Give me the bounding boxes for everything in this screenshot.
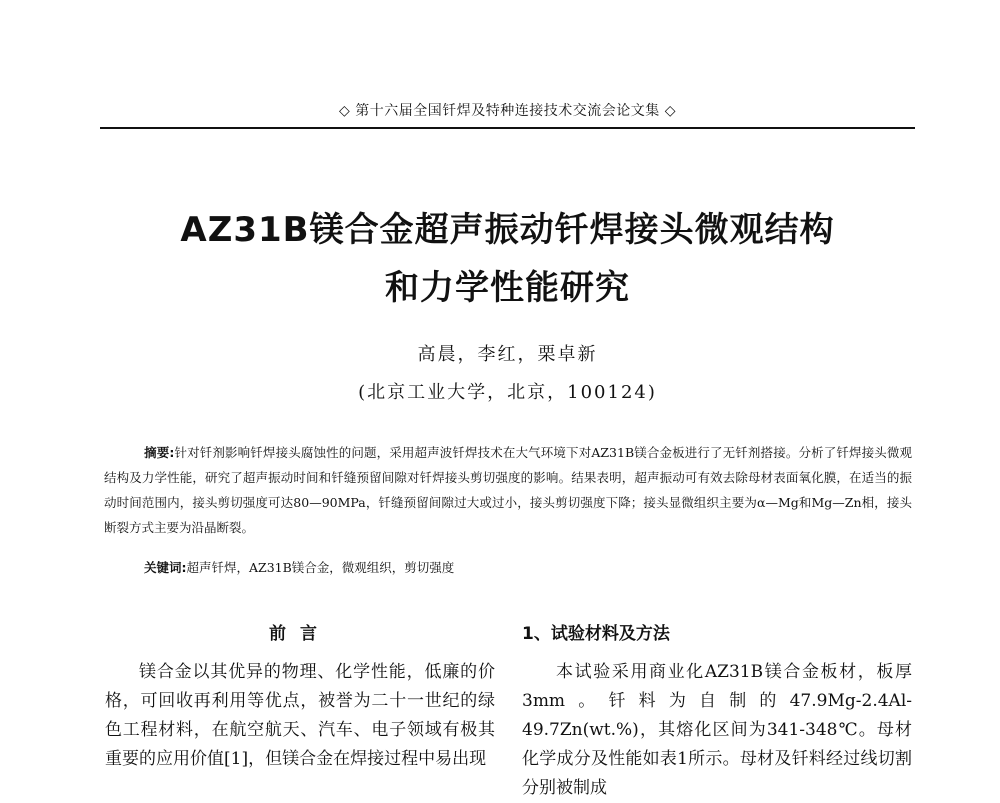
section-heading-preface: 前言 <box>269 624 331 644</box>
abstract-label: 摘要: <box>144 445 175 460</box>
affiliation: (北京工业大学，北京，100124) <box>358 382 657 403</box>
section-heading-materials-methods: 1、试验材料及方法 <box>522 624 670 644</box>
abstract-text: 针对钎剂影响钎焊接头腐蚀性的问题，采用超声波钎焊技术在大气环境下对AZ31B镁合金板进行了无钎剂搭接。分析了钎焊接头微观结构及力学性能，研究了超声振动时间和钎缝预留间隙对钎焊接头剪切强度的影响。结果表明，超声振动可有效去除母材表面氧化膜，在适当的振动时间范围内，接头剪切强度可达80—90MPa，钎缝预留间隙过大或过小，接头剪切强度下降；接头显微组织主要为α—Mg和Mg—Zn相，接头断裂方式主要为沿晶断裂。 <box>104 445 912 535</box>
right-column <box>522 620 912 803</box>
paper-title-line-2: 和力学性能研究 <box>385 268 630 308</box>
keywords-text: 超声钎焊，AZ31B镁合金，微观组织，剪切强度 <box>186 560 455 575</box>
header-rule <box>100 127 915 129</box>
abstract <box>104 440 912 540</box>
left-column <box>105 620 495 774</box>
paper-title-line-1: AZ31B镁合金超声振动钎焊接头微观结构 <box>180 210 835 250</box>
preface-text: 镁合金以其优异的物理、化学性能，低廉的价格，可回收再利用等优点，被誉为二十一世纪的绿色工程材料，在航空航天、汽车、电子领域有极其重要的应用价值[1]，但镁合金在焊接过程中易出现 <box>105 662 495 769</box>
running-header: ◇ 第十六届全国钎焊及特种连接技术交流会论文集 ◇ <box>339 103 676 119</box>
materials-methods-text: 本试验采用商业化AZ31B镁合金板材，板厚3mm。钎料为自制的47.9Mg-2.4Al-49.7Zn(wt.%)，其熔化区间为341-348℃。母材化学成分及性能如表1所示。母材及钎料经过线切割分别被制成 <box>522 662 912 798</box>
keywords <box>144 558 912 576</box>
authors: 高晨，李红，栗卓新 <box>417 344 598 365</box>
keywords-label: 关键词: <box>144 560 187 575</box>
